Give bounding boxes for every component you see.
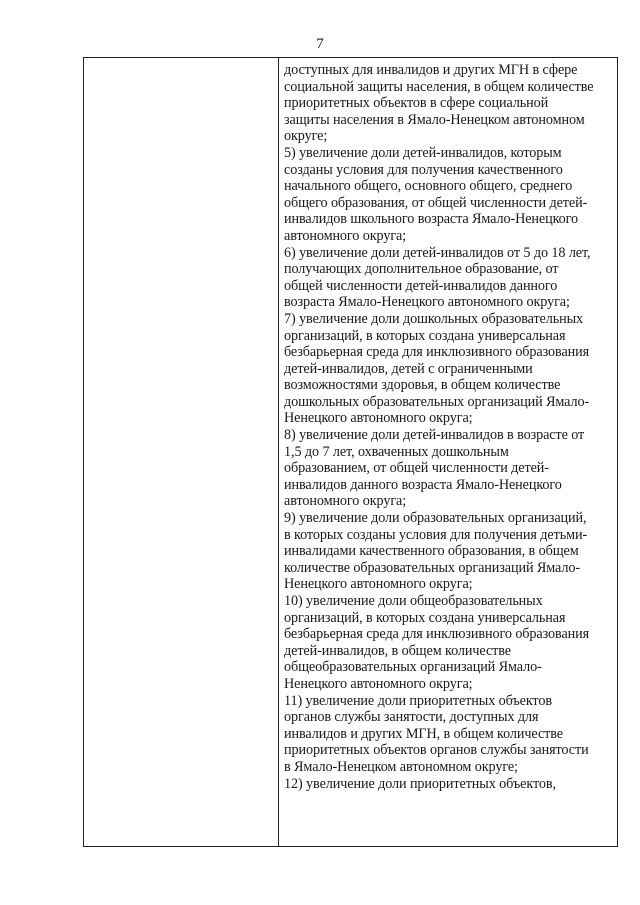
text-line: 7) увеличение доли дошкольных образовательных (284, 310, 584, 327)
text-line: 10) увеличение доли общеобразовательных (284, 593, 543, 609)
text-line: автономного округа; (284, 227, 407, 244)
text-line: Ненецкого автономного округа; (284, 410, 473, 427)
text-line: автономного округа; (284, 493, 407, 510)
text-line: социальной защиты населения, в общем количестве (284, 78, 594, 95)
table-cell-right (279, 58, 618, 847)
text-line: инвалидов школьного возраста Ямало-Ненецкого (284, 211, 579, 228)
text-line: 8) увеличение доли детей-инвалидов в возрасте от (284, 427, 585, 444)
text-line: в Ямало-Ненецком автономном округе; (284, 758, 518, 775)
text-line: приоритетных объектов органов службы занятости (284, 742, 589, 759)
text-line: Ненецкого автономного округа; (284, 576, 473, 593)
text-line: организаций, в которых создана универсальная (284, 327, 566, 344)
document-table (83, 57, 618, 847)
text-line: 5) увеличение доли детей-инвалидов, которым (284, 144, 562, 161)
text-line: 6) увеличение доли детей-инвалидов от 5 до 18 лет, (284, 244, 591, 261)
text-line: детей-инвалидов, детей с ограниченными (284, 360, 533, 377)
text-line: общеобразовательных организаций Ямало- (284, 659, 542, 676)
text-line: защиты населения в Ямало-Ненецком автономном (284, 111, 585, 128)
text-line: получающих дополнительное образование, от (284, 261, 559, 278)
text-line: начального общего, основного общего, среднего (284, 178, 573, 195)
text-line: образованием, от общей численности детей- (284, 460, 549, 477)
text-line: количестве образовательных организаций Ямало- (284, 559, 580, 576)
text-line: Ненецкого автономного округа; (284, 675, 473, 692)
table-cell-left (84, 58, 279, 847)
text-line: инвалидов и других МГН, в общем количестве (284, 725, 563, 742)
text-line: созданы условия для получения качественного (284, 161, 563, 178)
text-line: инвалидов данного возраста Ямало-Ненецкого (284, 476, 562, 493)
right-cell-text (279, 58, 617, 792)
text-line: инвалидами качественного образования, в общем (284, 543, 579, 560)
table-row (84, 58, 618, 847)
page-number: 7 (316, 36, 324, 52)
text-line: в которых созданы условия для получения детьми- (284, 526, 588, 543)
text-line: 11) увеличение доли приоритетных объектов (284, 692, 552, 709)
text-line: доступных для инвалидов и других МГН в сфере (284, 62, 578, 78)
text-line: округе; (284, 128, 328, 145)
text-line: детей-инвалидов, в общем количестве (284, 642, 511, 659)
text-line: безбарьерная среда для инклюзивного образования (284, 344, 590, 361)
text-line: организаций, в которых создана универсальная (284, 609, 566, 626)
text-line: дошкольных образовательных организаций Ямало- (284, 393, 590, 410)
text-line: 12) увеличение доли приоритетных объектов, (284, 775, 556, 792)
text-line: 1,5 до 7 лет, охваченных дошкольным (284, 443, 509, 460)
text-line: общего образования, от общей численности детей- (284, 194, 588, 211)
text-line: возможностями здоровья, в общем количестве (284, 377, 561, 394)
text-line: 9) увеличение доли образовательных организаций, (284, 510, 587, 527)
text-line: возраста Ямало-Ненецкого автономного округа; (284, 294, 570, 311)
text-line: общей численности детей-инвалидов данного (284, 277, 558, 294)
text-line: органов службы занятости, доступных для (284, 709, 539, 726)
text-line: безбарьерная среда для инклюзивного образования (284, 626, 590, 643)
text-line: приоритетных объектов в сфере социальной (284, 95, 549, 112)
